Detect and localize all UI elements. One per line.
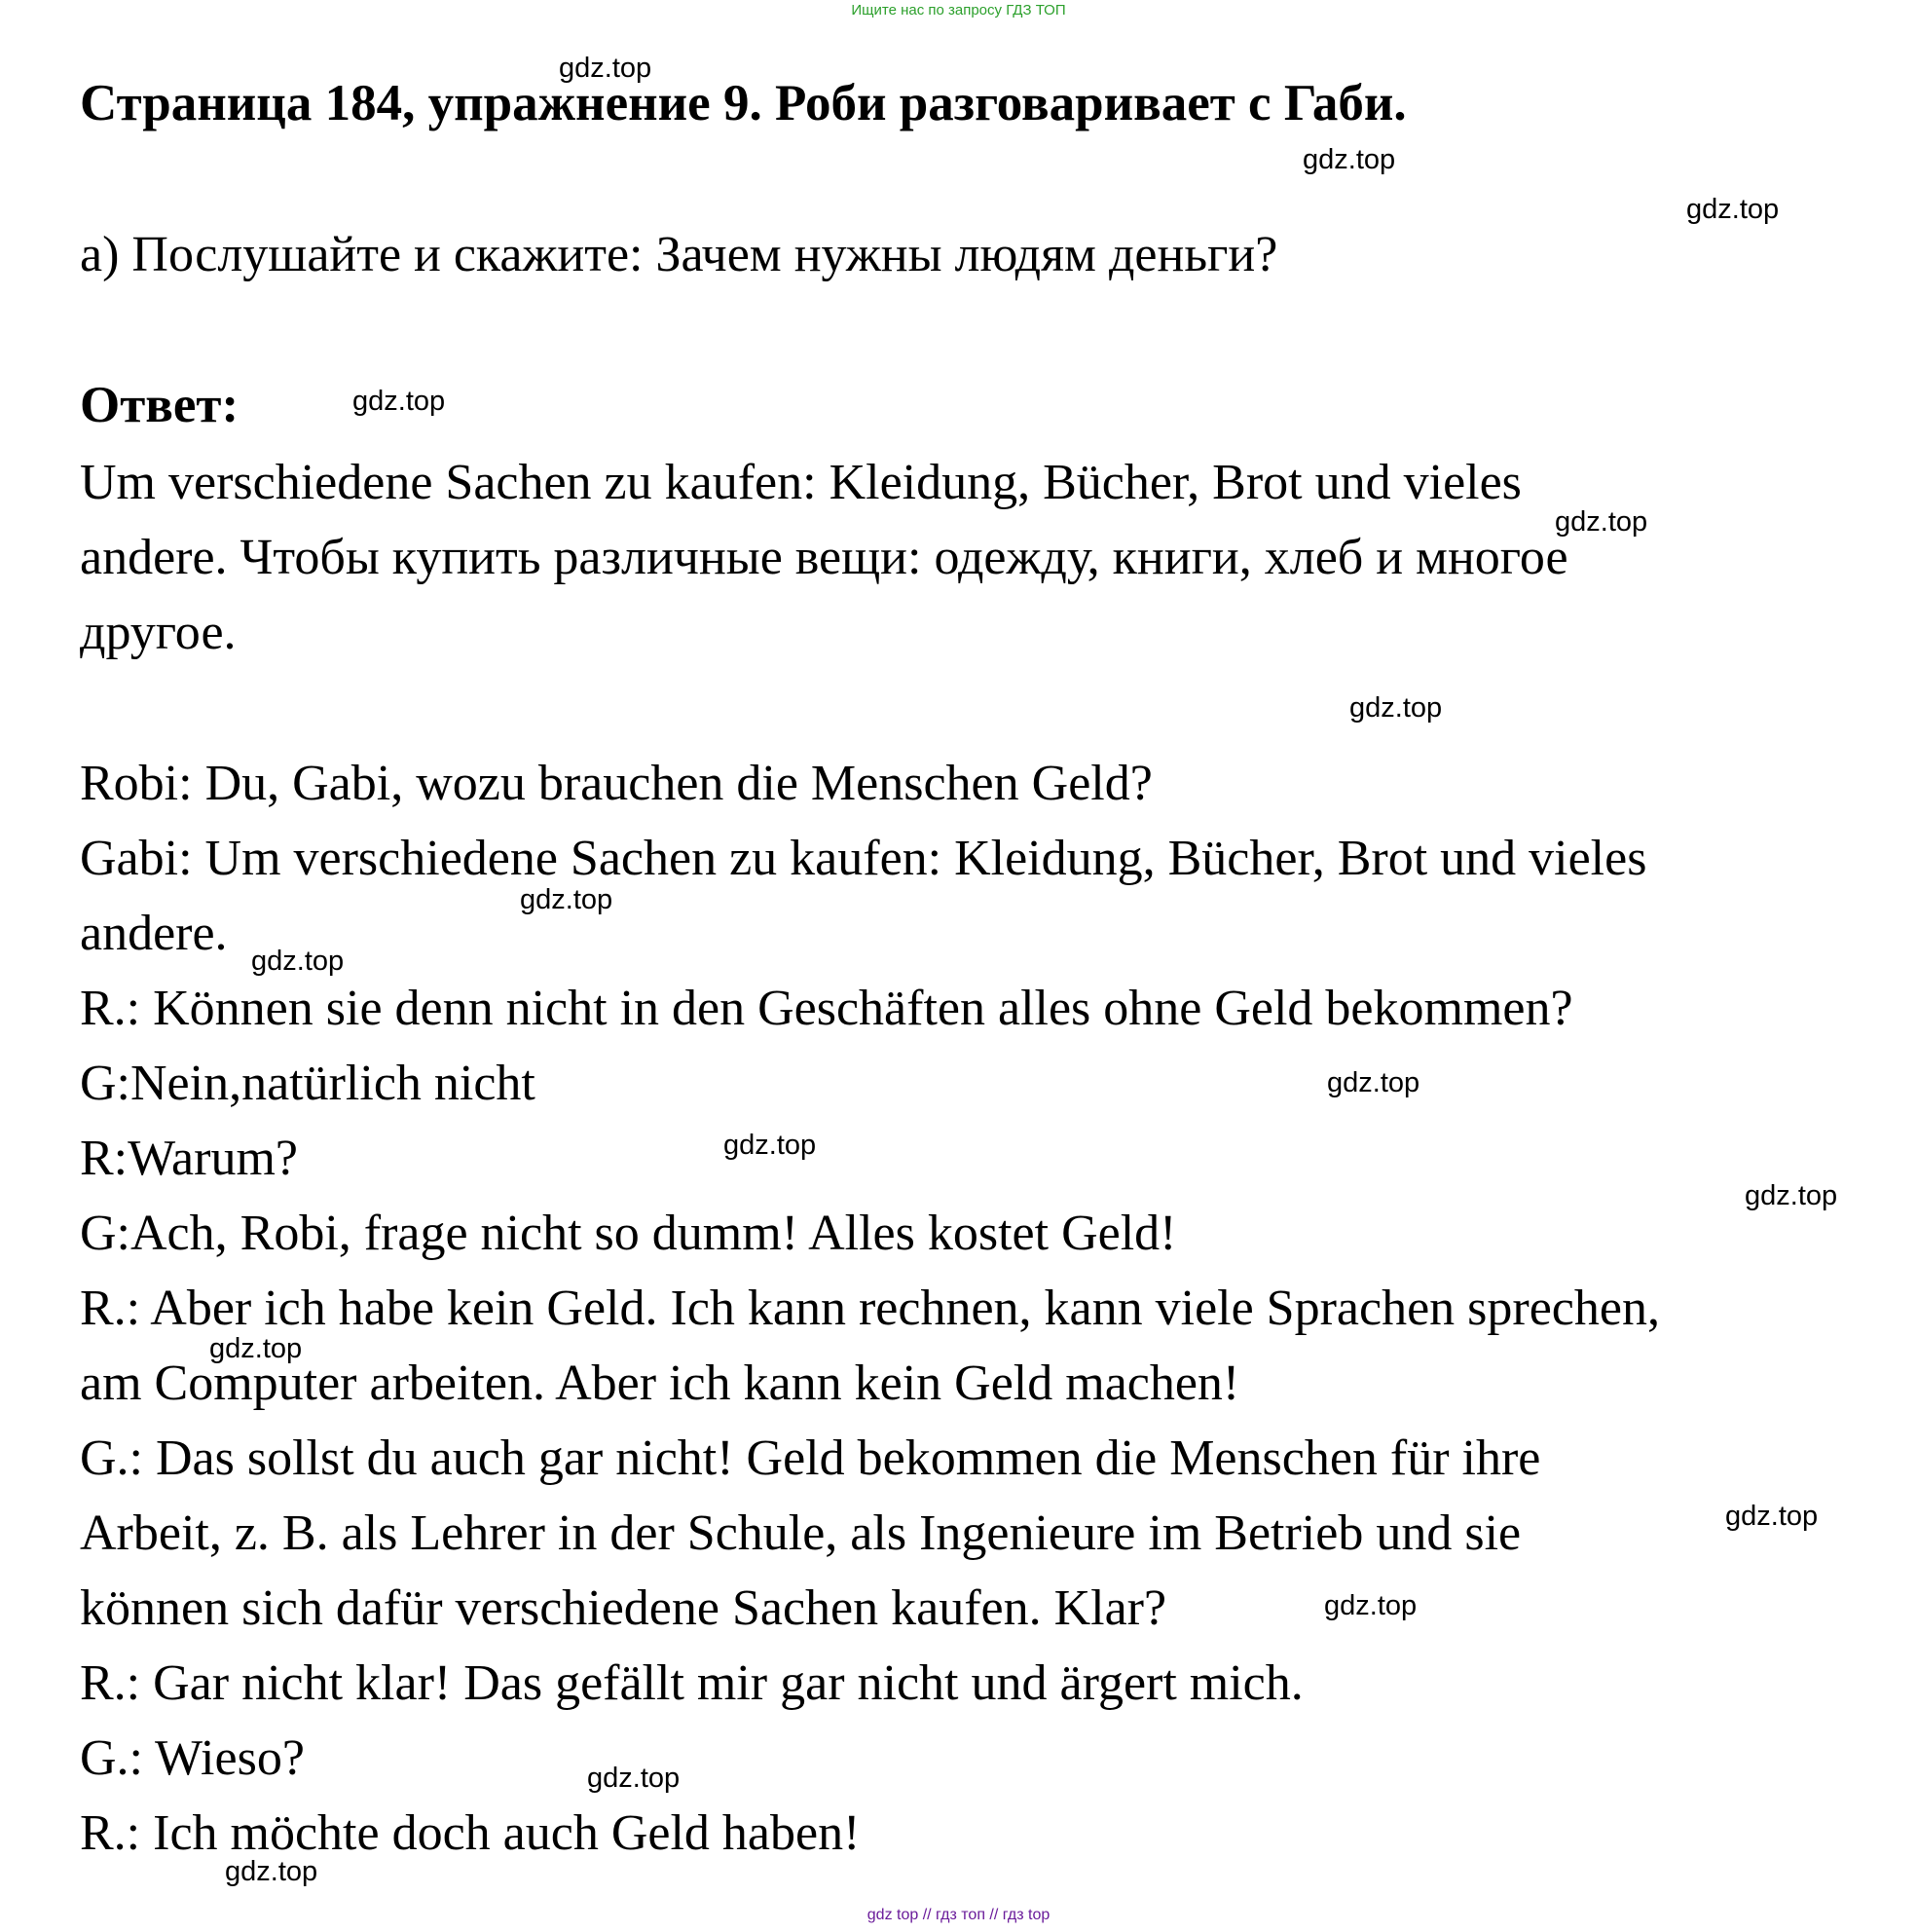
watermark: gdz.top [587,1763,681,1794]
watermark: gdz.top [1555,506,1648,538]
watermark: gdz.top [1725,1501,1819,1532]
dialogue-line: Gabi: Um verschiedene Sachen zu kaufen: Kleidung, Bücher, Brot und vieles [80,831,1647,886]
answer-line: Um verschiedene Sachen zu kaufen: Kleidung, Bücher, Brot und vieles [80,455,1522,510]
watermark: gdz.top [209,1333,303,1364]
watermark: gdz.top [559,53,652,84]
dialogue-line: G:Ach, Robi, frage nicht so dumm! Alles kostet Geld! [80,1206,1177,1261]
dialogue-line: können sich dafür verschiedene Sachen kaufen. Klar? [80,1580,1167,1636]
watermark: gdz.top [251,946,345,977]
dialogue-line: Arbeit, z. B. als Lehrer in der Schule, als Ingenieure im Betrieb und sie [80,1505,1522,1561]
watermark: gdz.top [1349,692,1443,724]
dialogue-line: G:Nein,natürlich nicht [80,1056,535,1111]
dialogue-line: R.: Können sie denn nicht in den Geschäften alles ohne Geld bekommen? [80,981,1573,1036]
answer-line: другое. [80,605,237,660]
answer-line: andere. Чтобы купить различные вещи: одежду, книги, хлеб и многое [80,530,1568,585]
answer-text [80,445,1862,670]
answer-label: Ответ: [80,377,240,433]
dialogue-line: R.: Gar nicht klar! Das gefällt mir gar nicht und ärgert mich. [80,1655,1304,1711]
watermark: gdz.top [723,1130,817,1161]
dialogue-line: R.: Aber ich habe kein Geld. Ich kann rechnen, kann viele Sprachen sprechen, [80,1281,1660,1336]
page-title: Страница 184, упражнение 9. Роби разговаривает с Габи. [80,75,1407,131]
watermark: gdz.top [1327,1067,1420,1098]
dialogue [80,746,1891,1871]
watermark: gdz.top [1324,1590,1418,1621]
dialogue-line: andere. [80,906,228,961]
dialogue-line: am Computer arbeiten. Aber ich kann kein Geld machen! [80,1356,1240,1411]
watermark: gdz.top [225,1856,318,1887]
dialogue-line: G.: Wieso? [80,1730,305,1786]
watermark: gdz.top [1745,1180,1838,1211]
dialogue-line: R:Warum? [80,1131,298,1186]
task-question: а) Послушайте и скажите: Зачем нужны людям деньги? [80,227,1278,282]
dialogue-line: R.: Ich möchte doch auch Geld haben! [80,1805,861,1861]
dialogue-line: G.: Das sollst du auch gar nicht! Geld bekommen die Menschen für ihre [80,1430,1541,1486]
watermark: gdz.top [520,884,613,915]
bottom-banner: gdz top // гдз топ // гдз top [866,1907,1051,1923]
dialogue-line: Robi: Du, Gabi, wozu brauchen die Menschen Geld? [80,756,1153,811]
top-banner: Ищите нас по запросу ГДЗ ТОП [851,2,1066,19]
watermark: gdz.top [352,386,446,417]
watermark: gdz.top [1303,144,1396,175]
watermark: gdz.top [1686,194,1780,225]
